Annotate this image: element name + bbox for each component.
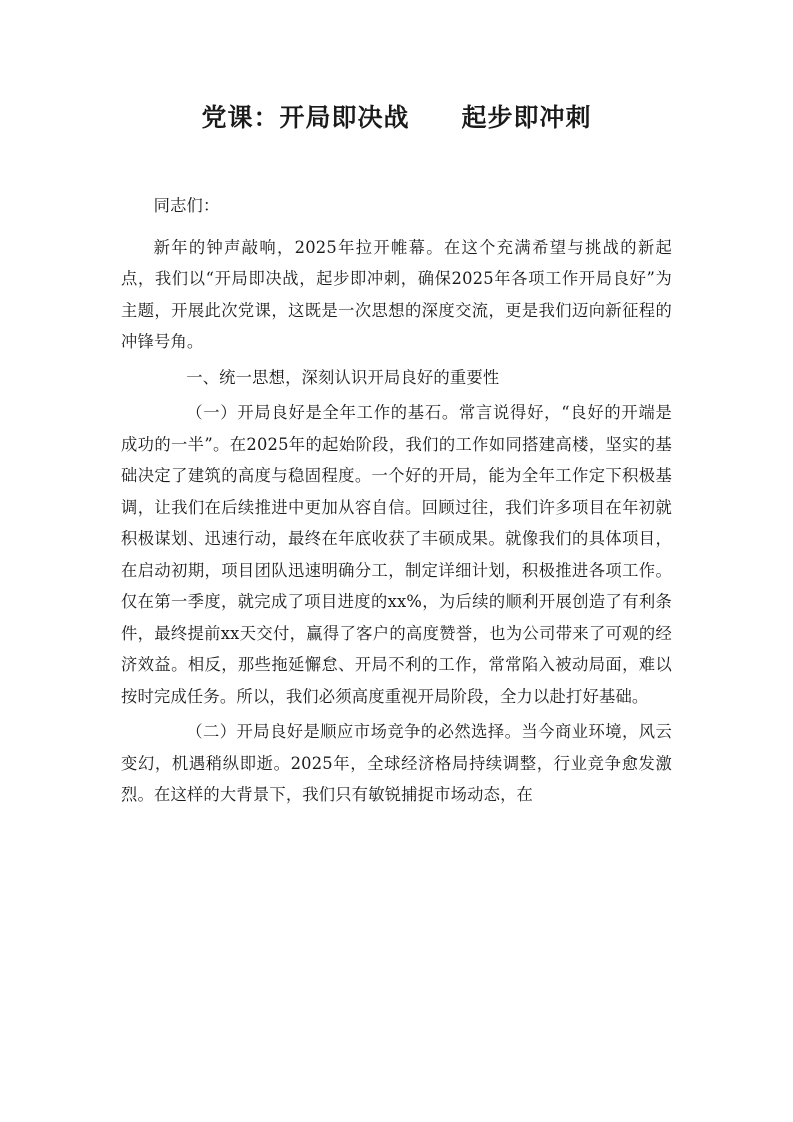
subsection-paragraph-1: （一）开局良好是全年工作的基石。常言说得好，“良好的开端是成功的一半”。在2025年的起始阶段，我们的工作如同搭建高楼，坚实的基础决定了建筑的高度与稳固程度。一个好的开局，能为全年工作定下积极基调，让我们在后续推进中更加从容自信。回顾过往，我们许多项目在年初就积极谋划、迅速行动，最终在年底收获了丰硕成果。就像我们的具体项目，在启动初期，项目团队迅速明确分工，制定详细计划，积极推进各项工作。仅在第一季度，就完成了项目进度的xx%，为后续的顺利开展创造了有利条件，最终提前xx天交付，赢得了客户的高度赞誉，也为公司带来了可观的经济效益。相反，那些拖延懈怠、开局不利的工作，常常陷入被动局面，难以按时完成任务。所以，我们必须高度重视开局阶段，全力以赴打好基础。	[121, 403, 672, 706]
document-title: 党课：开局即决战 起步即冲刺	[201, 103, 592, 132]
salutation: 同志们：	[153, 196, 220, 215]
intro-paragraph: 新年的钟声敲响，2025年拉开帷幕。在这个充满希望与挑战的新起点，我们以“开局即决战，起步即冲刺，确保2025年各项工作开局良好”为主题，开展此次党课，这既是一次思想的深度交流，更是我们迈向新征程的冲锋号角。	[121, 237, 672, 351]
section-heading-1: 一、统一思想，深刻认识开局良好的重要性	[186, 367, 500, 387]
subsection-paragraph-2: （二）开局良好是顺应市场竞争的必然选择。当今商业环境，风云变幻，机遇稍纵即逝。2025年，全球经济格局持续调整，行业竞争愈发激烈。在这样的大背景下，我们只有敏锐捕捉市场动态，在	[121, 722, 672, 804]
